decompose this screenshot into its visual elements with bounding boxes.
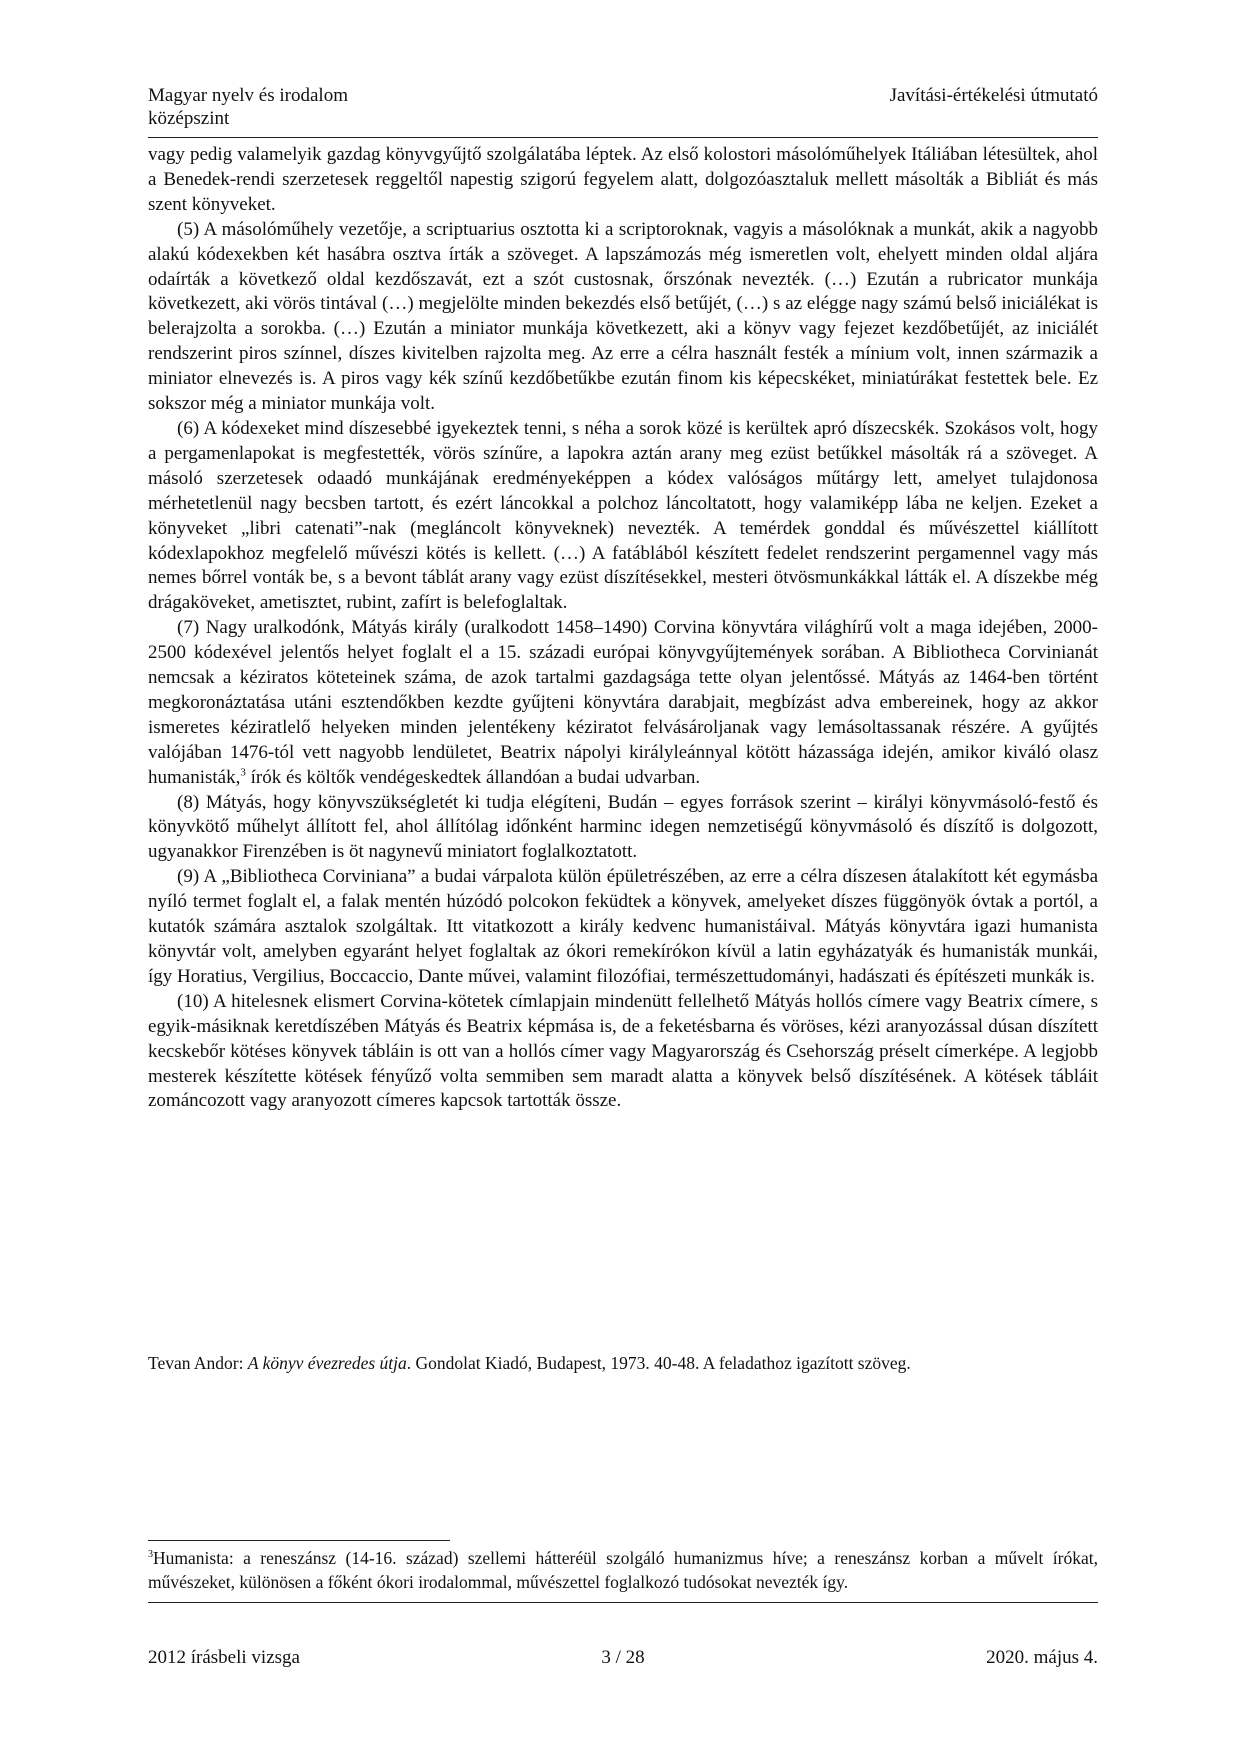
header-doc-type: Javítási-értékelési útmutató bbox=[889, 85, 1098, 106]
paragraph-5: (5) A másolóműhely vezetője, a scriptuarius osztotta ki a scriptoroknak, vagyis a másolóknak a munkát, akik a nagyobb alakú kódexekben két hasábra osztva írták a szöveget. A lapszámozás még ismeretlen volt, ehelyett minden oldal aljára odaírták a következő oldal kezdőszavát, ezt a szót custosnak, őrszónak nevezték. (…) Ezután a rubricator munkája következett, aki vörös tintával (…) megjelölte minden bekezdés első betűjét, (…) s az elégge nagy számú belső iniciálékat is belerajzolta a sorokba. (…) Ezután a miniator munkája következett, aki a könyv vagy fejezet kezdőbetűjét, az iniciálét rendszerint piros színnel, díszes kivitelben rajzolta meg. Az erre a célra használt festék a mínium volt, innen származik a miniator elnevezés is. A piros vagy kék színű kezdőbetűkbe ezután finom kis képecskéket, miniatúrákat festettek bele. Ez sokszor még a miniator munkája volt. bbox=[148, 218, 1098, 415]
source-title: A könyv évezredes útja bbox=[247, 1353, 407, 1373]
footnote-marker: 3 bbox=[148, 1549, 153, 1561]
header-left bbox=[148, 84, 348, 130]
header-level: középszint bbox=[148, 108, 230, 129]
footer-date: 2020. május 4. bbox=[986, 1647, 1098, 1668]
paragraph-8: (8) Mátyás, hogy könyvszükségletét ki tudja elégíteni, Budán – egyes források szerint – királyi könyvmásoló-festő és könyvkötő műhelyt állított fel, ahol állítólag időnként harminc idegen nemzetiségű könyvmásoló és díszítő is dolgozott, ugyanakkor Firenzében is öt nagynevű miniatort foglalkoztatott. bbox=[148, 791, 1098, 863]
footnote-reference: 3 bbox=[240, 766, 246, 779]
header-subject: Magyar nyelv és irodalom bbox=[148, 85, 348, 106]
paragraph-7 bbox=[148, 616, 1098, 790]
document-page bbox=[148, 0, 1098, 1755]
paragraph-7-part-1: (7) Nagy uralkodónk, Mátyás király (uralkodott 1458–1490) Corvina könyvtára világhírű volt a maga idejében, 2000-2500 kódexével jelentős helyet foglalt el a 15. századi európai könyvgyűjtemények sorában. A Bibliotheca Corvinianát nemcsak a kéziratos köteteinek száma, de azok tartalmi gazdagsága tette olyan jelentőssé. Mátyás az 1464-ben történt megkoronáztatása utáni esztendőkben kezdte gyűjteni könyvtára darabjait, megbízást adva embereinek, hogy az akkor ismeretes kéziratlelő helyeken minden jelentékeny kéziratot felvásároljanak vagy lemásoltassanak részére. A gyűjtés valójában 1476-tól vett nagyobb lendületet, Beatrix nápolyi királyleánnyal kötött házassága idején, amikor kiváló olasz humanisták, bbox=[148, 617, 1098, 788]
body-text bbox=[148, 143, 1098, 1114]
source-author: Tevan Andor: bbox=[148, 1353, 248, 1373]
paragraph-7-part-2: írók és költők vendégeskedtek állandóan a budai udvarban. bbox=[245, 766, 701, 788]
footer-rule bbox=[148, 1602, 1098, 1603]
header-rule bbox=[148, 137, 1098, 138]
footer-page-number: 3 / 28 bbox=[601, 1647, 645, 1668]
paragraph-10: (10) A hitelesnek elismert Corvina-kötetek címlapjain mindenütt fellelhető Mátyás hollós címere vagy Beatrix címere, s egyik-másiknak keretdíszében Mátyás és Beatrix képmása is, de a feketésbarna és vöröses, kézi aranyozással dúsan díszített kecskebőr kötéses könyvek tábláin is ott van a hollós címer vagy Magyarország és Csehország préselt címerképe. A legjobb mesterek készítette kötések fényűző volta semmiben sem maradt alatta a könyvek belső díszítésének. A kötések tábláit zománcozott vagy aranyozott címeres kapcsok tartották össze. bbox=[148, 990, 1098, 1112]
footnote-text: Humanista: a reneszánsz (14-16. század) szellemi hátteréül szolgáló humanizmus híve; a reneszánsz korban a művelt írókat, művészeket, különösen a főként ókori irodalommal, művészettel foglalkozó tudósokat nevezték így. bbox=[148, 1548, 1098, 1592]
source-rest: . Gondolat Kiadó, Budapest, 1973. 40-48. A feladathoz igazított szöveg. bbox=[406, 1353, 911, 1373]
paragraph-9: (9) A „Bibliotheca Corviniana” a budai várpalota külön épületrészében, az erre a célra díszesen átalakított két egymásba nyíló termet foglalt el, a falak mentén húzódó polcokon feküdtek a könyvek, amelyeket díszes függönyök óvtak a portól, a kutatók számára asztalok szolgáltak. Itt vitatkozott a király kedvenc humanistáival. Mátyás könyvtára igazi humanista könyvtár volt, amelyben egyaránt helyet foglaltak az ókori remekírókon kívül a latin egyházatyák és humanisták munkái, így Horatius, Vergilius, Boccaccio, Dante művei, valamint filozófiai, természettudományi, hadászati és építészeti munkák is. bbox=[148, 866, 1098, 987]
footnote bbox=[148, 1546, 1098, 1594]
paragraph-intro: vagy pedig valamelyik gazdag könyvgyűjtő szolgálatába léptek. Az első kolostori másolóműhelyek Itáliában létesültek, ahol a Benedek-rendi szerzetesek reggeltől napestig szigorú fegyelem alatt, dolgozóasztaluk mellett másolták a Bibliát és más szent könyveket. bbox=[148, 144, 1098, 215]
paragraph-6: (6) A kódexeket mind díszesebbé igyekeztek tenni, s néha a sorok közé is kerültek apró díszecskék. Szokásos volt, hogy a pergamenlapokat is megfestették, vörös színűre, a lapokra aztán arany meg ezüst betűkkel másolták rá a szöveget. A másoló szerzetesek odaadó munkájának eredményeképpen a kódex valóságos műtárgy lett, amelyet tulajdonosa mérhetetlenül nagy becsben tartott, és ezért láncokkal a polchoz láncoltatott, hogy valamiképp lába ne keljen. Ezeket a könyveket „libri catenati”-nak (megláncolt könyveknek) nevezték. A temérdek gonddal és művészettel kiállított kódexlapokhoz megfelelő művészi kötés is kellett. (…) A fatáblából készített fedelet rendszerint pergamennel vagy más nemes bőrrel vonták be, s a bevont táblát arany vagy ezüst díszítésekkel, mesteri ötvösmunkákkal látták el. A díszekbe még drágaköveket, ametisztet, rubint, zafírt is belefoglaltak. bbox=[148, 417, 1098, 614]
footer-exam: 2012 írásbeli vizsga bbox=[148, 1647, 300, 1668]
source-citation bbox=[148, 1352, 1098, 1374]
footnote-rule bbox=[148, 1540, 450, 1541]
